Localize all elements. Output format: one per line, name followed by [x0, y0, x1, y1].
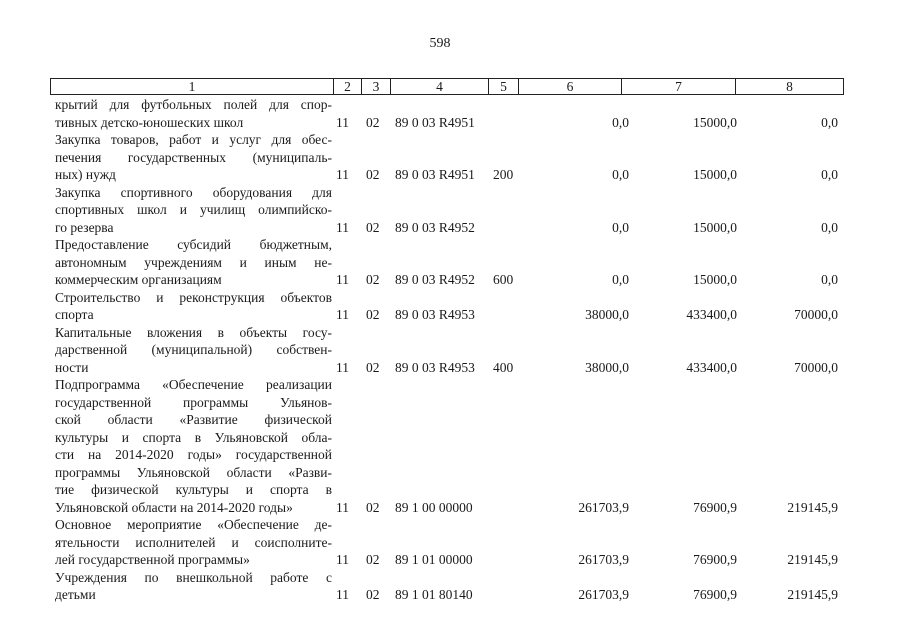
cell-c4: 89 0 03 R4953	[395, 359, 475, 375]
description-line: Закупка спортивного оборудования для	[55, 184, 332, 200]
row-description	[55, 236, 332, 289]
cell-c6: 38000,0	[585, 307, 629, 322]
description-line: Ульяновской области на 2014-2020 годы»	[55, 499, 293, 515]
description-line: сти на 2014-2020 годы» государственной	[55, 447, 332, 462]
cell-c4: 89 0 03 R4952	[395, 219, 475, 235]
description-line: печения государственных (муниципаль-	[55, 149, 332, 165]
row-description	[55, 289, 332, 324]
header-col-5: 5	[489, 79, 519, 95]
cell-c3: 02	[366, 272, 380, 287]
description-line: Строительство и реконструкция объектов	[55, 289, 332, 305]
table-row	[0, 184, 905, 237]
row-description	[55, 516, 332, 569]
cell-c7: 15000,0	[693, 219, 737, 235]
cell-c8: 0,0	[821, 167, 838, 182]
description-line: государственной программы Ульянов-	[55, 394, 332, 410]
row-description	[55, 184, 332, 237]
cell-c6: 261703,9	[578, 499, 629, 515]
cell-c3: 02	[366, 552, 380, 567]
cell-c8: 219145,9	[787, 552, 838, 567]
cell-c2: 11	[336, 552, 349, 567]
description-line: Подпрограмма «Обеспечение реализации	[55, 377, 332, 392]
table-row	[0, 131, 905, 184]
row-description	[55, 569, 332, 604]
cell-c3: 02	[366, 167, 380, 182]
cell-c3: 02	[366, 499, 380, 515]
description-line: детьми	[55, 587, 96, 602]
cell-c4: 89 1 01 00000	[395, 552, 473, 567]
cell-c7: 76900,9	[693, 587, 737, 602]
cell-c2: 11	[336, 114, 349, 130]
cell-c3: 02	[366, 114, 380, 130]
cell-c2: 11	[336, 219, 349, 235]
header-col-6: 6	[519, 79, 622, 95]
cell-c7: 76900,9	[693, 552, 737, 567]
table-header	[50, 78, 844, 95]
header-col-4: 4	[391, 79, 489, 95]
cell-c6: 261703,9	[578, 587, 629, 602]
row-description	[55, 376, 332, 516]
table-row	[0, 569, 905, 604]
description-line: программы Ульяновской области «Разви-	[55, 464, 332, 480]
cell-c5: 400	[493, 359, 514, 375]
description-line: ных) нужд	[55, 167, 116, 182]
header-col-8: 8	[786, 79, 793, 94]
description-line: спортивных школ и училищ олимпийско-	[55, 202, 332, 217]
cell-c4: 89 1 00 00000	[395, 499, 473, 515]
cell-c4: 89 0 03 R4951	[395, 167, 475, 182]
cell-c2: 11	[336, 587, 349, 602]
table-row	[0, 289, 905, 324]
description-line: го резерва	[55, 219, 114, 235]
description-line: ской области «Развитие физической	[55, 412, 332, 427]
cell-c2: 11	[336, 359, 349, 375]
description-line: автономным учреждениям и иным не-	[55, 254, 332, 270]
description-line: тие физической культуры и спорта в	[55, 482, 332, 497]
cell-c2: 11	[336, 307, 349, 322]
cell-c8: 219145,9	[787, 499, 838, 515]
cell-c3: 02	[366, 359, 380, 375]
row-description	[55, 324, 332, 377]
cell-c2: 11	[336, 499, 349, 515]
page-number: 598	[429, 36, 451, 51]
cell-c5: 600	[493, 272, 514, 287]
cell-c7: 15000,0	[693, 272, 737, 287]
cell-c4: 89 0 03 R4951	[395, 114, 475, 130]
description-line: коммерческим организациям	[55, 272, 222, 287]
cell-c8: 70000,0	[794, 359, 838, 375]
cell-c6: 0,0	[612, 114, 629, 130]
cell-c2: 11	[336, 272, 349, 287]
row-description	[55, 96, 332, 131]
header-col-7: 7	[622, 79, 736, 95]
description-line: Закупка товаров, работ и услуг для обес-	[55, 132, 332, 147]
table-row	[0, 324, 905, 377]
description-line: крытий для футбольных полей для спор-	[55, 97, 332, 112]
header-col-1: 1	[51, 79, 334, 95]
description-line: ности	[55, 359, 89, 375]
row-description	[55, 131, 332, 184]
cell-c7: 433400,0	[686, 307, 737, 322]
description-line: Предоставление субсидий бюджетным,	[55, 237, 332, 252]
cell-c6: 38000,0	[585, 359, 629, 375]
cell-c6: 0,0	[612, 219, 629, 235]
cell-c4: 89 1 01 80140	[395, 587, 473, 602]
table-row	[0, 516, 905, 569]
description-line: культуры и спорта в Ульяновской обла-	[55, 429, 332, 445]
cell-c7: 76900,9	[693, 499, 737, 515]
cell-c8: 219145,9	[787, 587, 838, 602]
cell-c4: 89 0 03 R4953	[395, 307, 475, 322]
description-line: Капитальные вложения в объекты госу-	[55, 324, 332, 340]
description-line: дарственной (муниципальной) собствен-	[55, 342, 332, 357]
cell-c2: 11	[336, 167, 349, 182]
cell-c8: 0,0	[821, 114, 838, 130]
description-line: лей государственной программы»	[55, 552, 250, 567]
description-line: спорта	[55, 307, 94, 322]
cell-c3: 02	[366, 307, 380, 322]
description-line: тивных детско-юношеских школ	[55, 114, 244, 130]
cell-c7: 433400,0	[686, 359, 737, 375]
cell-c8: 0,0	[821, 219, 838, 235]
cell-c6: 261703,9	[578, 552, 629, 567]
description-line: Основное мероприятие «Обеспечение де-	[55, 517, 332, 532]
cell-c4: 89 0 03 R4952	[395, 272, 475, 287]
cell-c5: 200	[493, 167, 514, 182]
description-line: Учреждения по внешкольной работе с	[55, 569, 332, 585]
header-col-2: 2	[334, 79, 362, 95]
cell-c6: 0,0	[612, 167, 629, 182]
cell-c6: 0,0	[612, 272, 629, 287]
cell-c7: 15000,0	[693, 167, 737, 182]
cell-c8: 70000,0	[794, 307, 838, 322]
cell-c7: 15000,0	[693, 114, 737, 130]
table-row	[0, 236, 905, 289]
description-line: ятельности исполнителей и соисполните-	[55, 534, 332, 550]
cell-c8: 0,0	[821, 272, 838, 287]
cell-c3: 02	[366, 587, 380, 602]
table-row	[0, 376, 905, 516]
table-row	[0, 96, 905, 131]
cell-c3: 02	[366, 219, 380, 235]
header-col-3: 3	[362, 79, 391, 95]
